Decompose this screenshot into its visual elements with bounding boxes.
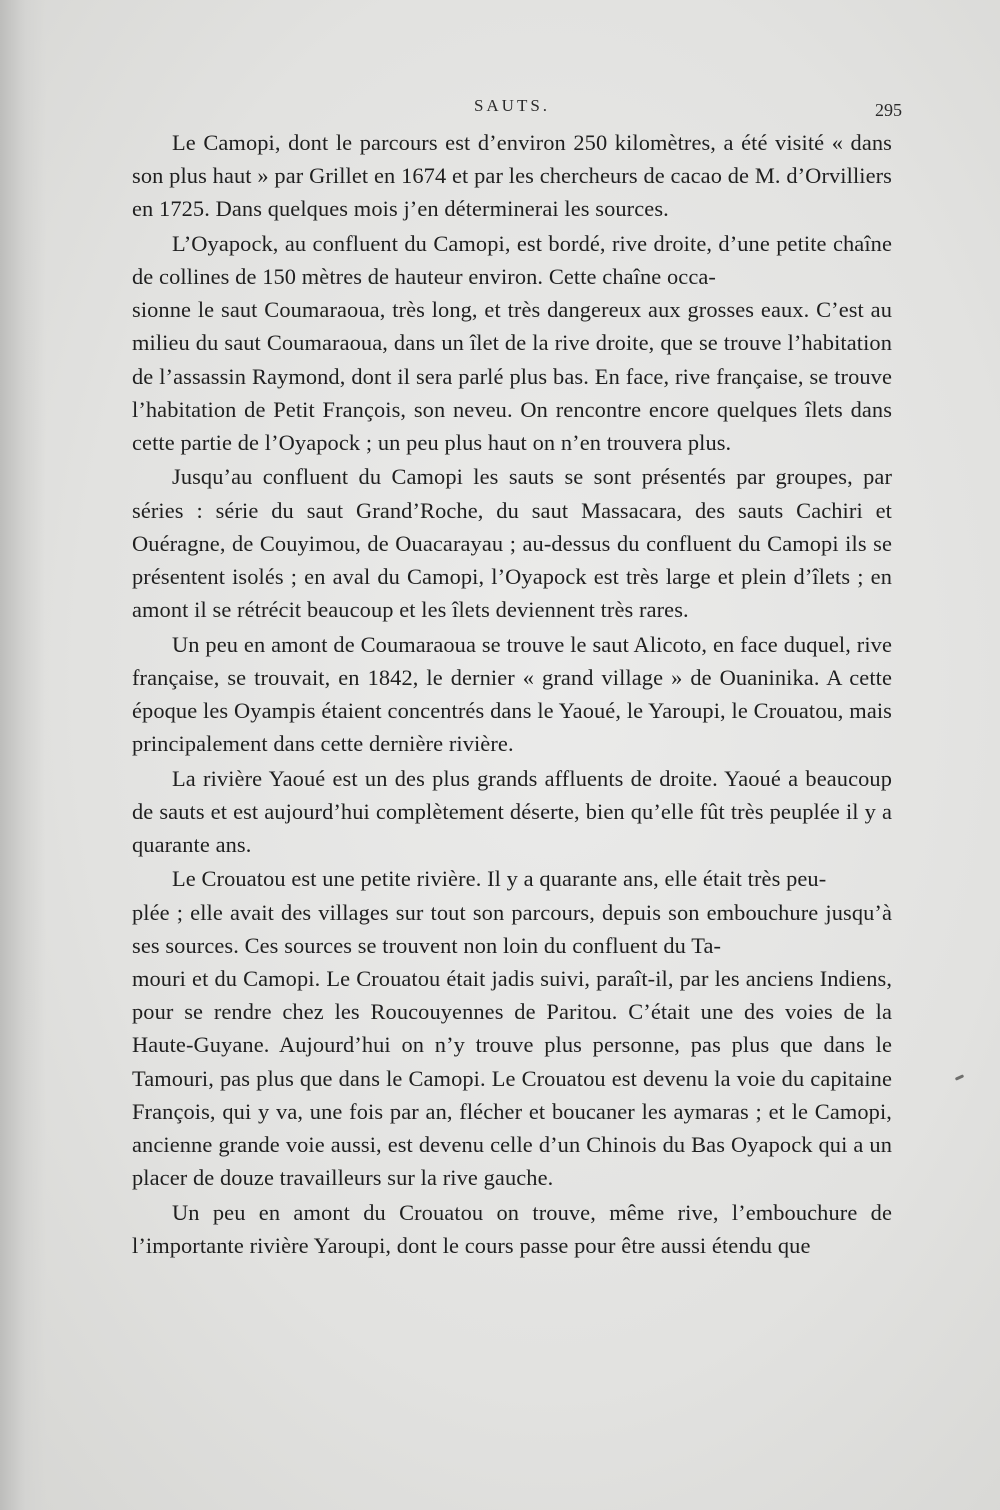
- text-line: C’est au milieu du saut Coumaraoua, dans un îlet de la rive droite, que: [132, 297, 893, 356]
- text-line: rencontre encore quelques îlets dans cette partie de l’Oyapock ; un peu: [132, 396, 893, 456]
- text-line: boucaner les aymaras ; et le Camopi, ancienne grande voie aussi, est devenu: [132, 1098, 892, 1158]
- text-line: celle d’un Chinois du Bas Oyapock qui a un placer de douze travailleurs: [132, 1132, 892, 1191]
- text-line: le Yaroupi, le Crouatou, mais principalement dans cette dernière rivière.: [132, 698, 892, 757]
- text-line: « dans son plus haut » par Grillet en 1674 et par les chercheurs de cacao: [132, 130, 892, 189]
- text-line: jusqu’à ses sources. Ces sources se trouvent non loin du confluent du Ta-: [132, 899, 893, 958]
- paper-speck: [955, 1074, 964, 1081]
- text-line: Jusqu’au confluent du Camopi les sauts se sont présentés par groupes,: [172, 464, 853, 490]
- text-line: sources.: [595, 196, 669, 222]
- text-line: très rares.: [600, 597, 689, 623]
- paragraph: [132, 126, 892, 226]
- text-line: voies de la Haute-Guyane. Aujourd’hui on n’y trouve plus personne, pas: [132, 999, 892, 1058]
- text-line: Indiens, pour se rendre chez les Roucouyennes de Paritou. C’était une des: [132, 966, 893, 1025]
- text-line: sionne le saut Coumaraoua, très long, et très dangereux aux grosses eaux.: [132, 297, 810, 323]
- text-line: mouri et du Camopi. Le Crouatou était jadis suivi, paraît-il, par les anciens: [132, 966, 814, 992]
- body-text: [132, 126, 892, 1262]
- paragraph: [132, 227, 892, 459]
- text-line: plus que dans le Tamouri, pas plus que dans le Camopi. Le Crouatou est: [132, 1032, 892, 1091]
- text-line: beaucoup de sauts et est aujourd’hui complètement déserte, bien qu’elle: [132, 765, 892, 824]
- text-line: plus haut on n’en trouvera plus.: [444, 430, 732, 456]
- text-line: par séries : série du saut Grand’Roche, du saut Massacara, des sauts: [132, 464, 892, 523]
- text-line: chaîne de collines de 150 mètres de hauteur environ. Cette chaîne occa-: [132, 230, 892, 289]
- text-line: La rivière Yaoué est un des plus grands affluents de droite. Yaoué a: [172, 765, 799, 791]
- text-line: de Ouaninika. A cette époque les Oyampis étaient concentrés dans le Yaoué,: [132, 664, 892, 724]
- text-line: de M. d’Orvilliers en 1725. Dans quelques mois j’en déterminerai les: [132, 163, 892, 222]
- text-line: Un peu en amont du Crouatou on trouve, même rive, l’embouchure de: [172, 1199, 892, 1225]
- text-line: L’Oyapock, au confluent du Camopi, est bordé, rive droite, d’une petite: [172, 230, 827, 256]
- text-line: face, rive française, se trouve l’habitation de Petit François, son neveu. On: [132, 363, 893, 422]
- running-title: SAUTS.: [473, 96, 551, 115]
- text-line: plée ; elle avait des villages sur tout son parcours, depuis son embouchure: [132, 899, 819, 925]
- paragraph: [132, 1196, 892, 1262]
- text-line: se trouve l’habitation de l’assassin Raymond, dont il sera parlé plus bas. En: [132, 330, 893, 389]
- text-line: l’importante rivière Yaroupi, dont le cours passe pour être aussi étendu que: [132, 1232, 811, 1258]
- text-line: Cachiri et Ouéragne, de Couyimou, de Ouacarayau ; au-dessus du confluent: [132, 497, 892, 556]
- binding-shadow: [0, 0, 46, 1510]
- text-line: Un peu en amont de Coumaraoua se trouve le saut Alicoto, en face: [172, 631, 778, 657]
- paragraph: [132, 460, 892, 626]
- text-line: devenu la voie du capitaine François, qui y va, une fois par an, flécher et: [132, 1065, 892, 1124]
- running-head: [132, 96, 902, 120]
- text-line: duquel, rive française, se trouvait, en 1842, le dernier « grand village »: [132, 631, 892, 690]
- paragraph: [132, 862, 892, 1194]
- text-line: sur la rive gauche.: [387, 1165, 554, 1191]
- text-line: fût très peuplée il y a quarante ans.: [132, 798, 893, 858]
- page-number: 295: [875, 100, 902, 120]
- paragraph: [132, 762, 892, 862]
- text-line: du Camopi ils se présentent isolés ; en aval du Camopi, l’Oyapock est très: [132, 530, 892, 590]
- text-line: Le Crouatou est une petite rivière. Il y a quarante ans, elle était très peu-: [172, 866, 827, 892]
- text-line: large et plein d’îlets ; en amont il se rétrécit beaucoup et les îlets deviennent: [132, 564, 892, 623]
- text-line: Le Camopi, dont le parcours est d’environ 250 kilomètres, a été visité: [172, 130, 825, 155]
- paragraph: [132, 628, 892, 761]
